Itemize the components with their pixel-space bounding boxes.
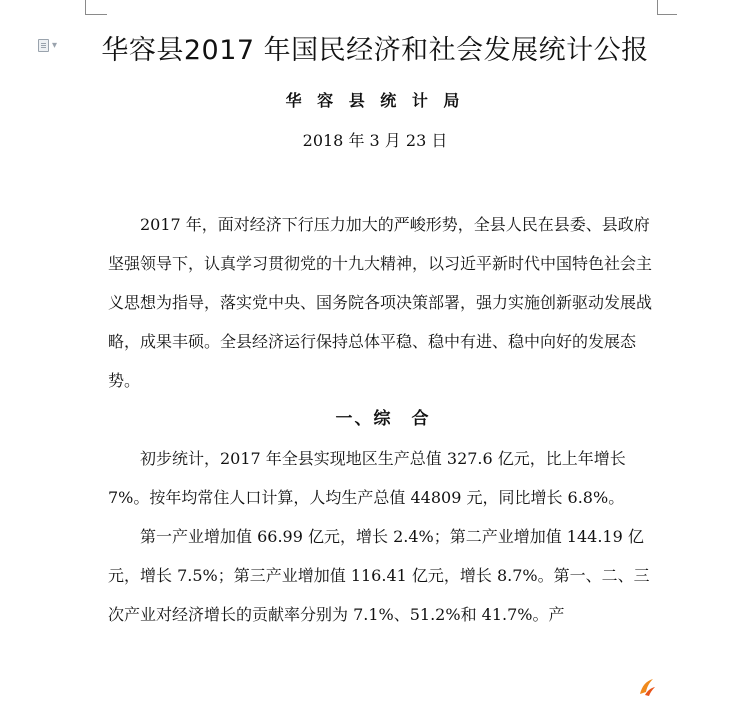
document-title: 华容县2017 年国民经济和社会发展统计公报	[101, 35, 649, 66]
section-heading: 一、综 合	[335, 409, 431, 429]
crop-mark-left-h	[85, 14, 107, 15]
brand-logo	[636, 676, 658, 698]
crop-mark-right-v	[657, 0, 658, 14]
document-body	[108, 205, 658, 634]
publish-date: 2018 年 3 月 23 日	[302, 131, 448, 150]
crop-mark-left-v	[85, 0, 86, 14]
intro-paragraph: 2017 年，面对经济下行压力加大的严峻形势，全县人民在县委、县政府坚强领导下，认真学习贯彻党的十九大精神，以习近平新时代中国特色社会主义思想为指导，落实党中央、国务院各项决策部署，强力实施创新驱动发展战略，成果丰硕。全县经济运行保持总体平稳、稳中有进、稳中向好的发展态势。	[108, 215, 653, 390]
chevron-down-icon: ▾	[52, 39, 58, 51]
gdp-paragraph: 初步统计，2017 年全县实现地区生产总值 327.6 亿元，比上年增长 7%。按年均常住人口计算，人均生产总值 44809 元，同比增长 6.8%。	[108, 449, 626, 507]
issuing-organization: 华 容 县 统 计 局	[285, 91, 465, 110]
industry-paragraph: 第一产业增加值 66.99 亿元，增长 2.4%；第二产业增加值 144.19 亿元，增长 7.5%；第三产业增加值 116.41 亿元，增长 8.7%。第一、二、三次产业对经济增长的贡献率分别为 7.1%、51.2%和 41.7%。产	[108, 527, 650, 624]
crop-mark-right-h	[657, 14, 677, 15]
